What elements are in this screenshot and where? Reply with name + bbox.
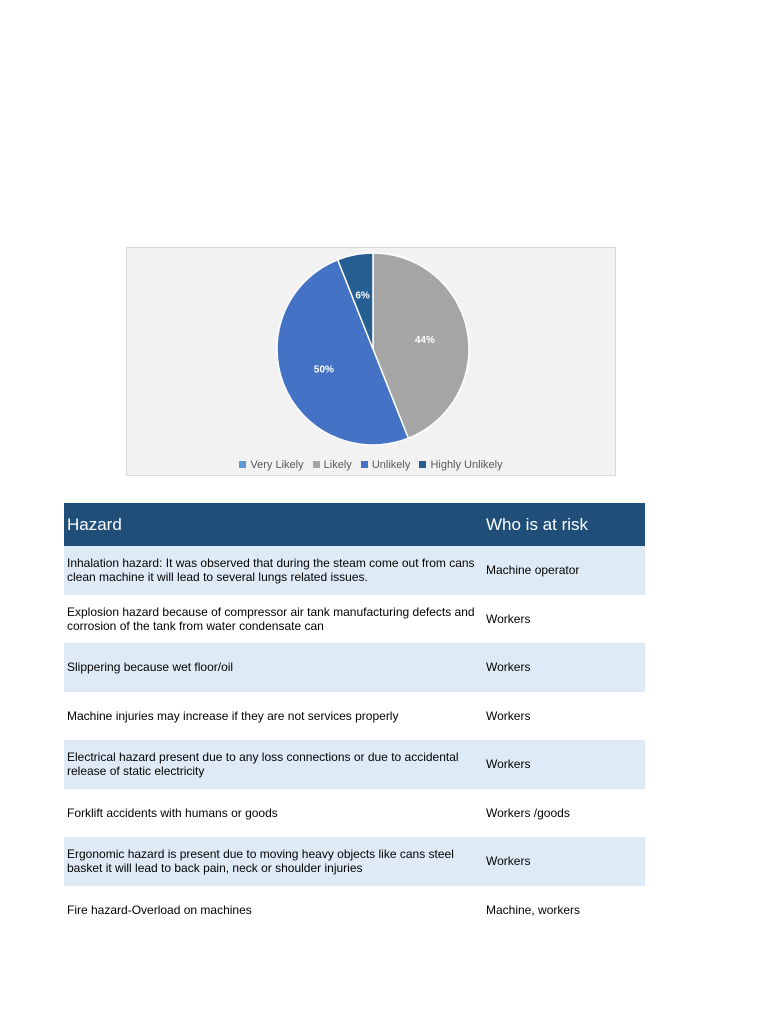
pie-chart [126,247,616,476]
table-row [64,789,645,838]
table-row [64,740,645,789]
hazard-cell: Fire hazard-Overload on machines [67,902,252,917]
table-row [64,643,645,692]
risk-cell: Workers [483,740,645,789]
table-row [64,692,645,741]
legend-item-unlikely [361,459,411,471]
legend-item-very-likely [239,459,303,471]
legend-label-likely: Likely [323,459,352,471]
hazard-cell: Slippering because wet floor/oil [64,643,483,692]
table-header-row [64,503,645,546]
data-label-unlikely: 50% [313,364,334,376]
legend-label-very-likely: Very Likely [250,459,304,471]
hazard-cell: Forklift accidents with humans or goods [67,805,278,820]
hazard-risk-table [64,503,645,934]
hazard-cell: Electrical hazard present due to any loss connections or due to accidental release of static electricity [64,740,483,789]
data-label-likely: 44% [414,335,435,347]
chart-legend [127,459,615,471]
legend-label-highly-unlikely: Highly Unlikely [430,459,503,471]
risk-cell: Workers [486,708,531,723]
risk-cell: Machine, workers [486,902,581,917]
table-row [64,595,645,644]
table-row [64,546,645,595]
risk-cell: Workers [483,837,645,886]
legend-swatch-likely [313,461,320,468]
risk-cell: Workers /goods [486,805,570,820]
data-label-highly-unlikely: 6% [355,290,370,302]
header-who-is-at-risk: Who is at risk [483,503,645,546]
legend-swatch-highly-unlikely [419,461,426,468]
pie-chart-svg [127,248,617,477]
legend-item-likely [313,459,352,471]
table-row [64,837,645,886]
legend-item-highly-unlikely [419,459,502,471]
hazard-cell: Explosion hazard because of compressor air tank manufacturing defects and corrosion of the tank from water condensate can [67,604,475,633]
risk-cell: Machine operator [483,546,645,595]
legend-label-unlikely: Unlikely [371,459,411,471]
table-row [64,886,645,935]
risk-cell: Workers [486,611,531,626]
legend-swatch-unlikely [361,461,368,468]
risk-cell: Workers [483,643,645,692]
hazard-cell: Ergonomic hazard is present due to moving heavy objects like cans steel basket it will lead to back pain, neck or shoulder injuries [64,837,483,886]
hazard-cell: Inhalation hazard: It was observed that during the steam come out from cans clean machine it will lead to several lungs related issues. [64,546,483,595]
header-hazard: Hazard [64,503,483,546]
hazard-cell: Machine injuries may increase if they are not services properly [67,708,399,723]
legend-swatch-very-likely [239,461,246,468]
